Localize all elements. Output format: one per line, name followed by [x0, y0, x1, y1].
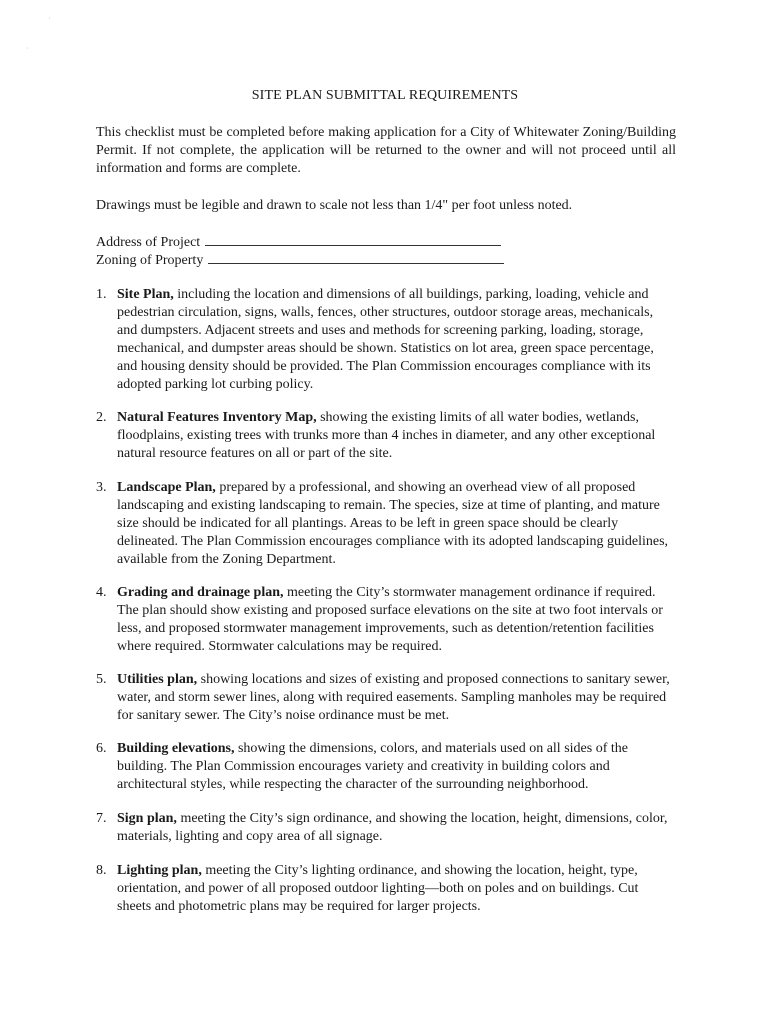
- item-text: showing the dimensions, colors, and materials used on all sides of the building. The Plan Commission encourages variety and creativity in building colors and architectural styles, while respecting the character of the surrounding neighborhood.: [117, 741, 628, 792]
- requirement-item: [96, 409, 676, 463]
- item-number: 7.: [96, 811, 107, 826]
- requirement-item: [96, 671, 676, 725]
- scan-speck: ·: [26, 44, 29, 53]
- item-text: showing locations and sizes of existing and proposed connections to sanitary sewer, water, and storm sewer lines, along with required easements. Sampling manholes may be required for sanitary sewer. The City’s noise ordinance must be met.: [117, 672, 670, 723]
- item-number: 8.: [96, 863, 107, 878]
- item-heading: Utilities plan,: [117, 672, 198, 687]
- intro-paragraph: This checklist must be completed before making application for a City of Whitewater Zoning/Building Permit. If not complete, the application will be returned to the owner and will not proceed until all information and forms are complete.: [96, 125, 676, 176]
- item-number: 2.: [96, 410, 107, 425]
- address-field: [96, 232, 501, 252]
- item-text: showing the existing limits of all water bodies, wetlands, floodplains, existing trees with trunks more than 4 inches in diameter, and any other exceptional natural resource features on all or part of the site.: [117, 410, 656, 461]
- zoning-field: [96, 250, 504, 270]
- requirement-item: [96, 479, 676, 569]
- item-text: including the location and dimensions of all buildings, parking, loading, vehicle and pedestrian circulation, signs, walls, fences, other structures, outdoor storage areas, mechanicals, and dumpsters. Adjacent streets and uses and methods for screening parking, loading, storage, mechanical, and dumpster areas should be shown. Statistics on lot area, green space percentage, and housing density should be provided. The Plan Commission encourages compliance with its adopted parking lot curbing policy.: [117, 287, 654, 392]
- zoning-blank-line[interactable]: [208, 250, 504, 264]
- requirement-item: [96, 740, 676, 794]
- address-blank-line[interactable]: [205, 232, 501, 246]
- item-text: prepared by a professional, and showing an overhead view of all proposed landscaping and existing landscaping to remain. The species, size at time of planting, and mature size should be indicated for all plantings. Areas to be left in green space should be clearly delineated. The Plan Commission encourages compliance with its adopted landscaping guidelines, available from the Zoning Department.: [117, 480, 669, 567]
- item-heading: Site Plan,: [117, 287, 174, 302]
- scale-note: Drawings must be legible and drawn to scale not less than 1/4" per foot unless noted.: [96, 198, 573, 213]
- requirement-item: [96, 286, 676, 394]
- item-heading: Building elevations,: [117, 741, 235, 756]
- item-number: 1.: [96, 287, 107, 302]
- requirement-item: [96, 862, 676, 916]
- scan-speck: ·: [48, 14, 51, 23]
- item-text: meeting the City’s stormwater management ordinance if required. The plan should show existing and proposed surface elevations on the site at two foot intervals or less, and proposed stormwater management improvements, such as detention/retention facilities where required. Stormwater calculations may be required.: [117, 585, 663, 654]
- item-heading: Sign plan,: [117, 811, 177, 826]
- item-text: meeting the City’s lighting ordinance, and showing the location, height, type, orientation, and power of all proposed outdoor lighting—both on poles and on buildings. Cut sheets and photometric plans may be required for larger projects.: [117, 863, 639, 914]
- item-heading: Grading and drainage plan,: [117, 585, 284, 600]
- requirement-item: [96, 584, 676, 656]
- item-heading: Natural Features Inventory Map,: [117, 410, 317, 425]
- item-text: meeting the City’s sign ordinance, and showing the location, height, dimensions, color, materials, lighting and copy area of all signage.: [117, 811, 668, 844]
- address-label: Address of Project: [96, 235, 201, 250]
- item-heading: Landscape Plan,: [117, 480, 216, 495]
- item-heading: Lighting plan,: [117, 863, 202, 878]
- requirement-item: [96, 810, 676, 846]
- document-title: SITE PLAN SUBMITTAL REQUIREMENTS: [251, 88, 519, 103]
- item-number: 3.: [96, 480, 107, 495]
- item-number: 5.: [96, 672, 107, 687]
- item-number: 4.: [96, 585, 107, 600]
- zoning-label: Zoning of Property: [96, 253, 204, 268]
- item-number: 6.: [96, 741, 107, 756]
